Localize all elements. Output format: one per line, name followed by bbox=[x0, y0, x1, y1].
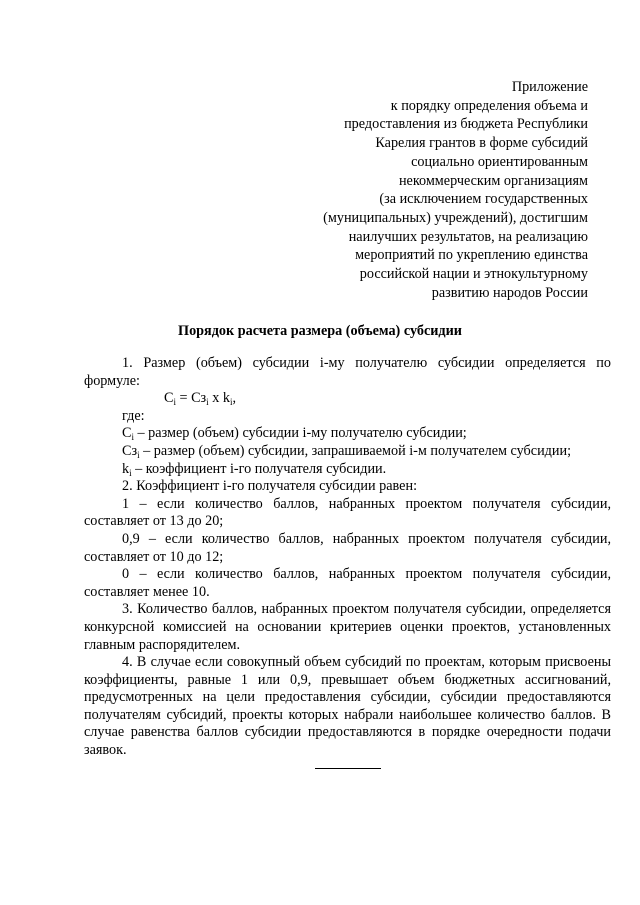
appendix-line: (за исключением государственных bbox=[379, 191, 588, 208]
document-body bbox=[84, 355, 611, 760]
appendix-line: некоммерческим организациям bbox=[398, 172, 588, 189]
paragraph-3: 3. Количество баллов, набранных проектом получателя субсидии, определяется конкурсной комиссией на основании критериев оценки проектов, установленных главным распорядителем. bbox=[84, 601, 611, 653]
paragraph-2: 2. Коэффициент i-го получателя субсидии равен: bbox=[122, 478, 418, 495]
appendix-line: Карелия грантов в форме субсидий bbox=[375, 135, 588, 152]
appendix-line: к порядку определения объема и bbox=[390, 97, 588, 114]
paragraph-2-option-3: 0 – если количество баллов, набранных проектом получателя субсидии, составляет менее 10. bbox=[84, 566, 611, 600]
appendix-line: развитию народов России bbox=[431, 284, 588, 301]
paragraph-2-option-2: 0,9 – если количество баллов, набранных проектом получателя субсидии, составляет от 10 до 12; bbox=[84, 530, 611, 565]
appendix-line: социально ориентированным bbox=[411, 153, 588, 170]
appendix-line: Приложение bbox=[511, 79, 588, 95]
definition-k: $k_i$ – коэффициент i-го получателя субсидии. bbox=[122, 460, 387, 478]
definition-cz: $Cз_i$ – размер (объем) субсидии, запрашиваемой i-м получателем субсидии; bbox=[122, 442, 572, 460]
document-title: Порядок расчета размера (объема) субсидии bbox=[178, 323, 462, 339]
paragraph-4: 4. В случае если совокупный объем субсидий по проектам, которым присвоены коэффициенты, равные 1 или 0,9, превышает объем бюджетных ассигнований, предусмотренных на цели предоставления субсидии, субсидии предоставляются получателям субсидий, проекты которых набрали наибольшее количество баллов. В случае равенства баллов субсидии предоставляются в порядке очередности подачи заявок. bbox=[84, 654, 611, 759]
closing-rule bbox=[315, 768, 381, 769]
appendix-line: предоставления из бюджета Республики bbox=[344, 116, 588, 133]
where-label: где: bbox=[122, 407, 145, 424]
appendix-line: мероприятий по укреплению единства bbox=[355, 247, 588, 264]
definition-c: $C_i$ – размер (объем) субсидии i-му получателю субсидии; bbox=[122, 425, 467, 443]
appendix-line: российской нации и этнокультурному bbox=[359, 266, 588, 283]
formula: $C_i = Cз_i$ x $k_i$, bbox=[164, 390, 237, 408]
appendix-line: наилучших результатов, на реализацию bbox=[348, 228, 588, 245]
paragraph-1: 1. Размер (объем) субсидии i-му получателю субсидии определяется по формуле: bbox=[84, 355, 611, 389]
appendix-header bbox=[268, 78, 588, 302]
paragraph-2-option-1: 1 – если количество баллов, набранных проектом получателя субсидии, составляет от 13 до 20; bbox=[84, 495, 611, 530]
appendix-line: (муниципальных) учреждений), достигшим bbox=[323, 209, 588, 226]
